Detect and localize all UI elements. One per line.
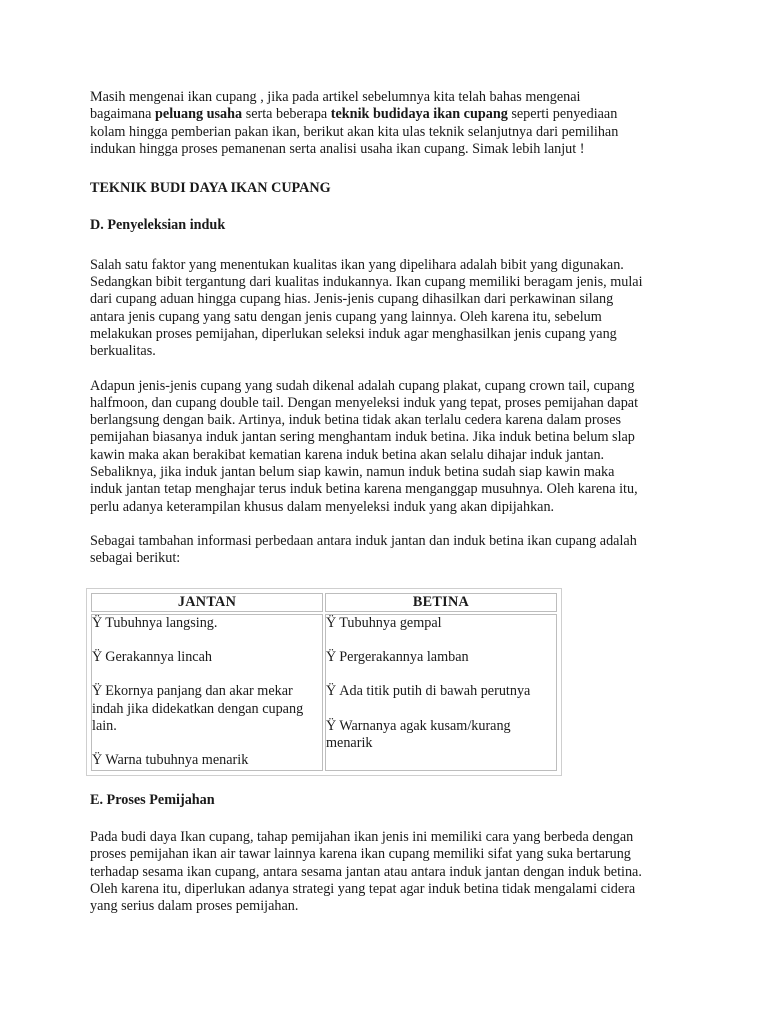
list-item: Ÿ Gerakannya lincah: [92, 649, 212, 666]
paragraph-1: [90, 257, 690, 361]
paragraph-line: antara jenis cupang yang satu dengan jenis cupang yang lainnya. Oleh karena itu, sebelum: [90, 308, 602, 325]
paragraph-4: [90, 829, 690, 915]
paragraph-line: perlu adanya keterampilan khusus dalam menyeleksi induk yang akan dipijahkan.: [90, 498, 555, 515]
paragraph-line: Adapun jenis-jenis cupang yang sudah dikenal adalah cupang plakat, cupang crown tail, cupang: [90, 377, 635, 394]
intro-text: seperti penyediaan: [507, 106, 618, 123]
section-d-heading: D. Penyeleksian induk: [90, 217, 226, 234]
paragraph-line: pemijahan biasanya induk jantan sering menghantam induk betina. Jika induk betina belum slap: [90, 429, 635, 446]
paragraph-line: halfmoon, dan cupang double tail. Dengan menyeleksi induk yang tepat, proses pemijahan dapat: [90, 394, 639, 411]
paragraph-line: berlangsung dengan baik. Artinya, induk betina tidak akan terlalu cedera karena dalam proses: [90, 412, 622, 429]
bullet-icon: Ÿ: [326, 683, 337, 700]
paragraph-line: terhadap sesama ikan cupang, antara sesama jantan atau antara induk jantan dengan induk betina.: [90, 863, 642, 880]
header-betina: BETINA: [325, 593, 557, 612]
document-page: [90, 89, 690, 915]
bullet-icon: Ÿ: [92, 614, 103, 631]
list-item-continuation: lain.: [92, 718, 117, 735]
paragraph-line: berkualitas.: [90, 343, 156, 360]
intro-line-2: [90, 106, 690, 123]
intro-paragraph: [90, 89, 690, 158]
bullet-icon: Ÿ: [92, 683, 103, 700]
list-item: Ÿ Warna tubuhnya menarik: [92, 752, 249, 769]
section-e-heading: E. Proses Pemijahan: [90, 791, 215, 808]
paragraph-line: dari cupang aduan hingga cupang hias. Jenis-jenis cupang dihasilkan dari perkawinan silang: [90, 291, 614, 308]
paragraph-line: Sebagai tambahan informasi perbedaan antara induk jantan dan induk betina ikan cupang adalah: [90, 532, 637, 549]
main-heading: TEKNIK BUDI DAYA IKAN CUPANG: [90, 180, 331, 197]
bold-term-teknik-budidaya: teknik budidaya ikan cupang: [330, 106, 508, 123]
paragraph-line: Salah satu faktor yang menentukan kualitas ikan yang dipelihara adalah bibit yang digunakan.: [90, 256, 624, 273]
list-item: Ÿ Warnanya agak kusam/kurang: [326, 717, 511, 734]
paragraph-3: [90, 533, 690, 568]
list-item: Ÿ Pergerakannya lamban: [326, 649, 469, 666]
list-item: Ÿ Tubuhnya gempal: [326, 614, 442, 631]
table-header-row: [91, 593, 557, 612]
list-item: Ÿ Ekornya panjang dan akar mekar: [92, 683, 293, 700]
betina-cell: [325, 614, 557, 771]
paragraph-line: induk jantan tetap menghajar terus induk betina karena menganggap musuhnya. Oleh karena itu,: [90, 481, 638, 498]
paragraph-line: Oleh karena itu, diperlukan adanya strategi yang tepat agar induk betina tidak mengalami cidera: [90, 880, 636, 897]
bold-term-peluang-usaha: peluang usaha: [155, 106, 243, 123]
paragraph-2: [90, 378, 690, 516]
intro-text: serta beberapa: [242, 106, 331, 123]
intro-text: bagaimana: [90, 106, 155, 123]
paragraph-line: proses pemijahan ikan air tawar lainnya karena ikan cupang memiliki sifat yang suka bertarung: [90, 846, 631, 863]
intro-line-1: Masih mengenai ikan cupang , jika pada artikel sebelumnya kita telah bahas mengenai: [90, 89, 581, 105]
header-jantan: JANTAN: [91, 593, 323, 612]
bullet-icon: Ÿ: [92, 752, 103, 769]
list-item-continuation: menarik: [326, 735, 373, 752]
paragraph-line: sebagai berikut:: [90, 550, 181, 567]
paragraph-line: Sebaliknya, jika induk jantan belum siap kawin, namun induk betina sudah siap kawin maka: [90, 464, 615, 481]
bullet-icon: Ÿ: [92, 649, 103, 666]
list-item: Ÿ Ada titik putih di bawah perutnya: [326, 683, 531, 700]
paragraph-line: Pada budi daya Ikan cupang, tahap pemijahan ikan jenis ini memiliki cara yang berbeda dengan: [90, 828, 634, 845]
paragraph-line: Sedangkan bibit tergantung dari kualitas indukannya. Ikan cupang memiliki beragam jenis, mulai: [90, 274, 643, 291]
paragraph-line: yang serius dalam proses pemijahan.: [90, 898, 299, 915]
bullet-icon: Ÿ: [326, 614, 337, 631]
table-row: [91, 614, 557, 771]
jantan-cell: [91, 614, 323, 771]
list-item: Ÿ Tubuhnya langsing.: [92, 614, 218, 631]
paragraph-line: kawin maka akan berakibat kematian karena induk betina akan selalu dihajar induk jantan.: [90, 446, 605, 463]
comparison-table-frame: [86, 588, 562, 776]
paragraph-line: melakukan proses pemijahan, diperlukan seleksi induk agar menghasilkan jenis cupang yang: [90, 325, 617, 342]
bullet-icon: Ÿ: [326, 649, 337, 666]
bullet-icon: Ÿ: [326, 717, 337, 734]
intro-line-3: kolam hingga pemberian pakan ikan, berikut akan kita ulas teknik selanjutnya dari pemilihan: [90, 123, 619, 140]
list-item-continuation: indah jika didekatkan dengan cupang: [92, 700, 304, 717]
comparison-table: [89, 591, 559, 773]
intro-line-4: indukan hingga proses pemanenan serta analisi usaha ikan cupang. Simak lebih lanjut !: [90, 140, 585, 157]
